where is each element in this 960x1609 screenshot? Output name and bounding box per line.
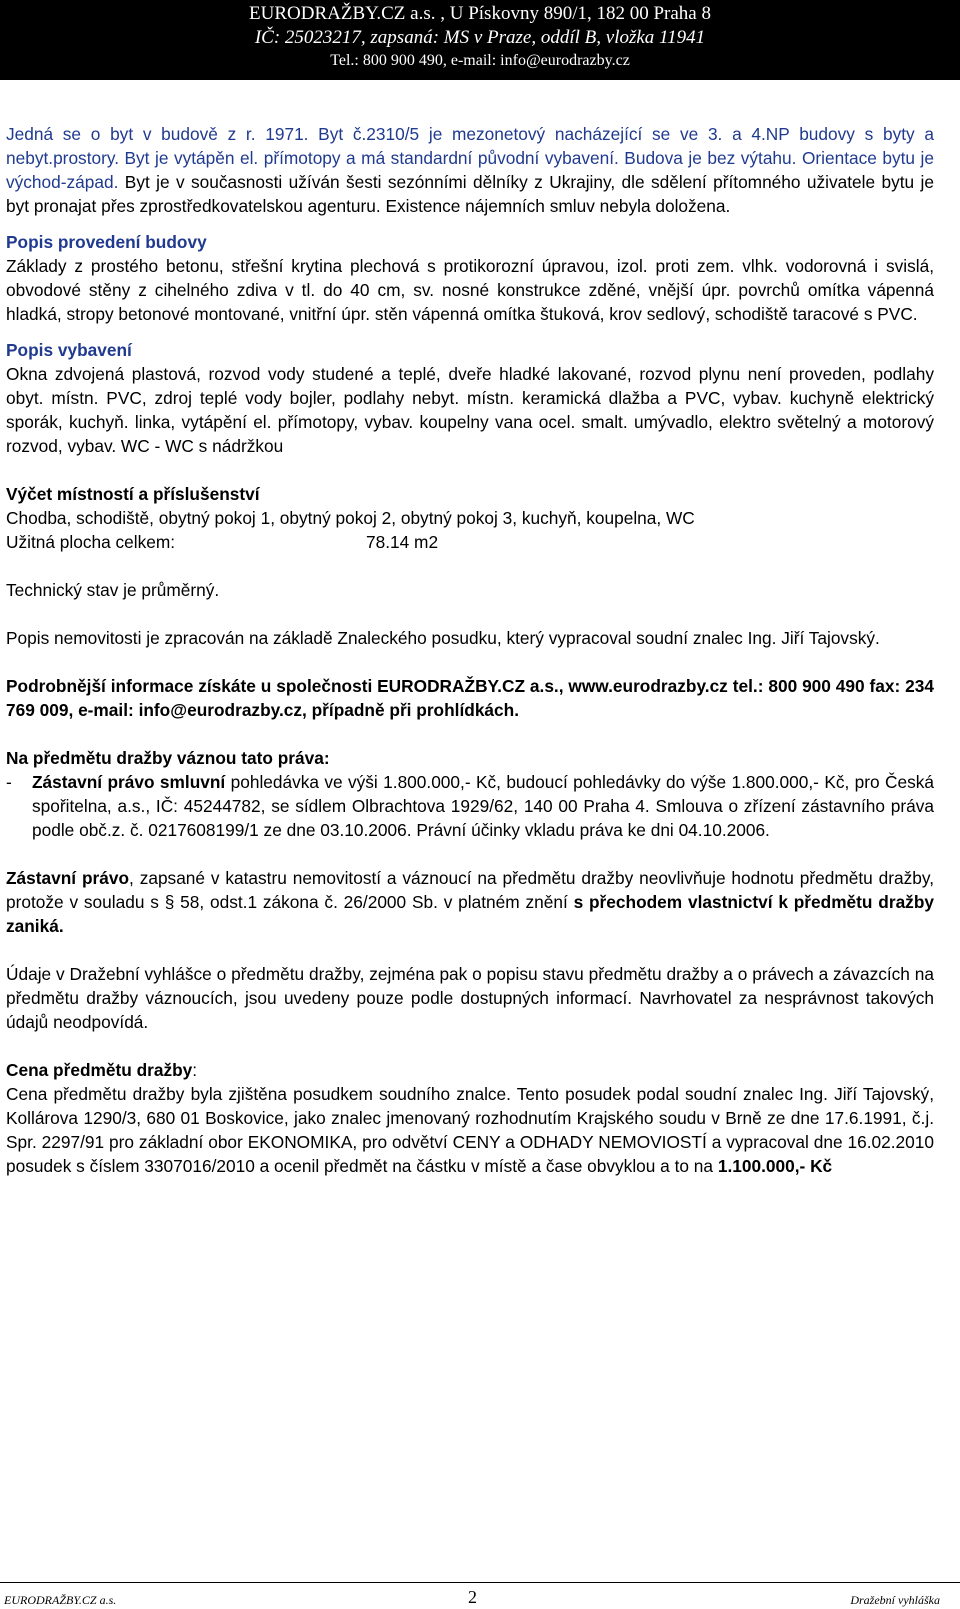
price-text: Cena předmětu dražby byla zjištěna posudkem soudního znalce. Tento posudek podal soudní znalec Ing. Jiří Tajovský, Kollárova 1290/3, 680 01 Boskovice, jako znalec jmenovaný rozhodnutím Krajského soudu v Brně ze dne 17.6.1991, č.j. Spr. 2297/91 pro základní obor EKONOMIKA, pro odvětví CENY a ODHADY NEMOVIOSTÍ a vypracoval dne 16.02.2010 posudek s číslem 3307016/2010 a ocenil předmět na částku v místě a čase obvyklou a to na xyxy=(6,1084,934,1176)
construction-text: Základy z prostého betonu, střešní krytina plechová s protikorozní úpravou, izol. proti zem. vlhk. vodorovná i svislá, obvodové stěny z cihelného zdiva v tl. do 40 cm, sv. nosné konstrukce zděné, vnější úpr. povrchů omítka vápenná hladká, stropy betonové montované, vnitřní úpr. stěn vápenná omítka štuková, krov sedlový, schodiště taracové s PVC. xyxy=(6,256,934,324)
price-heading-line xyxy=(6,1058,934,1082)
rights-item-text: pohledávka ve výši 1.800.000,- Kč, budoucí pohledávky do výše 1.800.000,- Kč, pro Česká spořitelna, a.s., IČ: 45244782, se sídlem Olbrachtova 1929/62, 140 00 Praha 4. Smlouva o zřízení zástavního práva podle obč.z. č. 0217608199/1 ze dne 03.10.2006. Právní účinky vkladu práva ke dni 04.10.2006. xyxy=(32,772,934,840)
price-heading-colon: : xyxy=(192,1060,198,1080)
usable-area-label: Užitná plocha celkem: xyxy=(6,532,176,552)
letterhead-company-address: EURODRAŽBY.CZ a.s. , U Pískovny 890/1, 182 00 Praha 8 xyxy=(249,3,711,24)
intro-part-1: Jedná se o byt v budově z r. 1971. Byt č.2310/5 je mezonetový nacházející se ve 3. a 4.NP budovy s byty a nebyt.prostory. Byt je vytápěn el. přímotopy a má standardní původní vybavení. Budova je bez výtahu. Orientace bytu je východ-západ. xyxy=(6,124,934,192)
page-number: 2 xyxy=(468,1587,477,1607)
price-value: 1.100.000,- Kč xyxy=(717,1156,833,1176)
contact-paragraph: Podrobnější informace získáte u společnosti EURODRAŽBY.CZ a.s., www.eurodrazby.cz tel.: 800 900 490 fax: 234 769 009, e-mail: info@eurodrazby.cz, případně při prohlídkách. xyxy=(6,676,934,720)
rights-item-title: Zástavní právo smluvní xyxy=(32,772,226,792)
price-paragraph xyxy=(6,1082,934,1178)
letterhead-contact: Tel.: 800 900 490, e-mail: info@eurodrazby.cz xyxy=(330,52,630,69)
rooms-heading: Výčet místností a příslušenství xyxy=(6,484,260,504)
list-dash: - xyxy=(6,772,12,792)
intro-part-2: Byt je v současnosti užíván šesti sezónními dělníky z Ukrajiny, dle sdělení přítomného uživatele bytu je byt pronajat přes zprostředkovatelskou agenturu. Existence nájemních smluv nebyla doložena. xyxy=(6,172,934,216)
usable-area-row xyxy=(6,530,934,554)
letterhead-registration: IČ: 25023217, zapsaná: MS v Praze, oddíl B, vložka 11941 xyxy=(254,27,706,48)
usable-area-value: 78.14 m2 xyxy=(366,532,439,552)
equipment-heading: Popis vybavení xyxy=(6,340,132,360)
technical-state: Technický stav je průměrný. xyxy=(6,580,220,600)
lien-conclusion: s přechodem vlastnictví k předmětu dražby zaniká. xyxy=(6,892,934,936)
disclaimer-paragraph: Údaje v Dražební vyhlášce o předmětu dražby, zejména pak o popisu stavu předmětu dražby a o právech a závazcích na předmětu dražby váznoucích, jsou uvedeny pouze podle dostupných informací. Navrhovatel za nesprávnost takových údajů neodpovídá. xyxy=(6,964,934,1032)
letterhead xyxy=(0,0,960,80)
lien-title: Zástavní právo xyxy=(6,868,130,888)
footer-company: EURODRAŽBY.CZ a.s. xyxy=(4,1593,117,1607)
page-footer xyxy=(0,1582,960,1609)
document-body xyxy=(6,122,934,1178)
source-paragraph: Popis nemovitosti je zpracován na základě Znaleckého posudku, který vypracoval soudní znalec Ing. Jiří Tajovský. xyxy=(6,628,880,648)
rights-heading: Na předmětu dražby váznou tato práva: xyxy=(6,748,330,768)
lien-paragraph xyxy=(6,866,934,938)
price-heading: Cena předmětu dražby xyxy=(6,1060,193,1080)
lien-text: , zapsané v katastru nemovitostí a váznoucí na předmětu dražby neovlivňuje hodnotu předmětu dražby, protože v souladu s § 58, odst.1 zákona č. 26/2000 Sb. v platném znění xyxy=(6,868,934,912)
rights-list-item xyxy=(6,770,934,842)
rooms-list: Chodba, schodiště, obytný pokoj 1, obytný pokoj 2, obytný pokoj 3, kuchyň, koupelna, WC xyxy=(6,508,695,528)
footer-document-title: Dražební vyhláška xyxy=(850,1593,940,1607)
construction-heading: Popis provedení budovy xyxy=(6,232,207,252)
intro-paragraph xyxy=(6,122,934,218)
equipment-text: Okna zdvojená plastová, rozvod vody studené a teplé, dveře hladké lakované, rozvod plynu není proveden, podlahy obyt. místn. PVC, zdroj teplé vody bojler, podlahy nebyt. místn. keramická dlažba a PVC, vybav. kuchyně elektrický sporák, kuchyň. linka, vytápění el. přímotopy, vybav. koupelny vana ocel. smalt. umývadlo, elektro světelný a motorový rozvod, vybav. WC - WC s nádržkou xyxy=(6,364,934,456)
